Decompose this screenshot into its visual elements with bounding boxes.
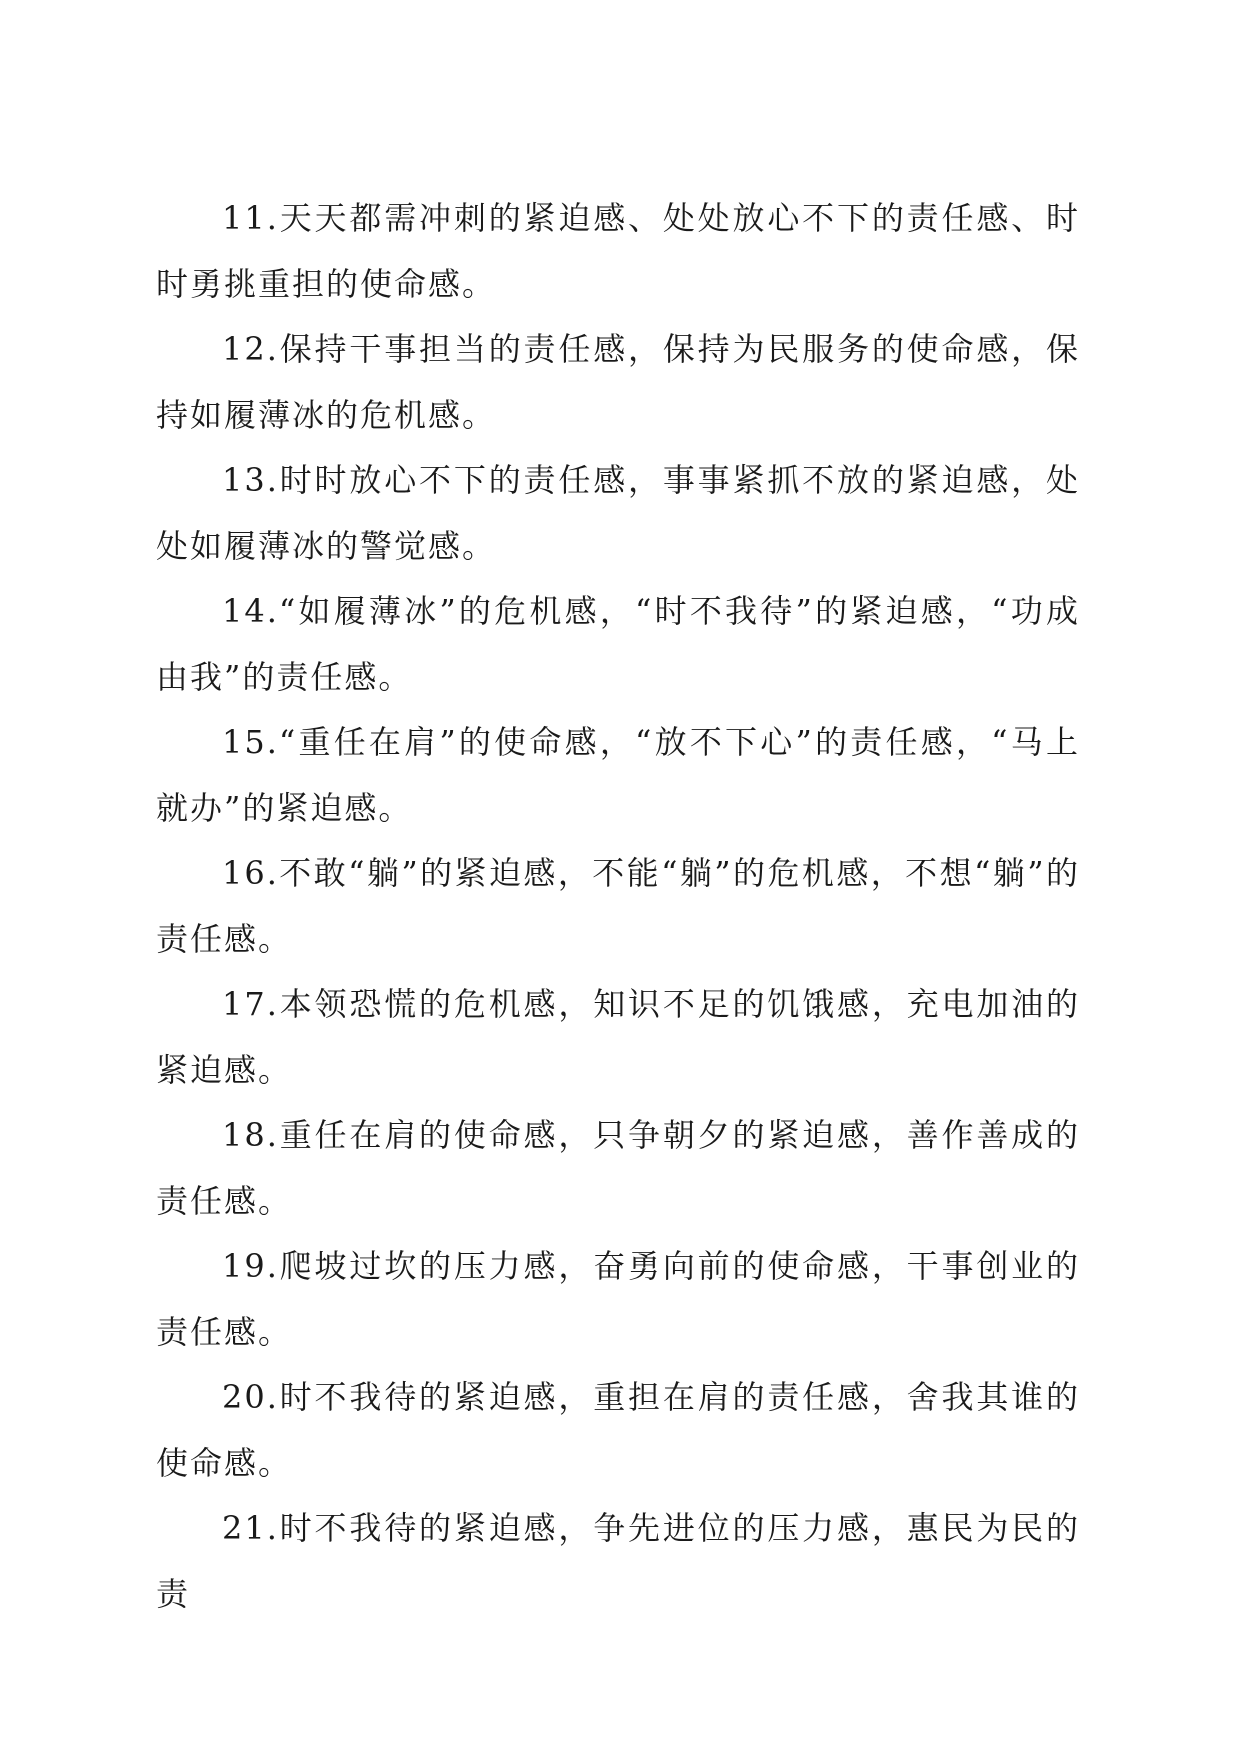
paragraph-item-15: 15.“重任在肩”的使命感，“放不下心”的责任感，“马上就办”的紧迫感。 bbox=[156, 723, 1080, 827]
paragraph-item-17: 17.本领恐慌的危机感，知识不足的饥饿感，充电加油的紧迫感。 bbox=[156, 985, 1080, 1089]
paragraph-item-20: 20.时不我待的紧迫感，重担在肩的责任感，舍我其谁的使命感。 bbox=[156, 1378, 1080, 1482]
paragraph-item-21: 21.时不我待的紧迫感，争先进位的压力感，惠民为民的责 bbox=[156, 1509, 1080, 1613]
document-body bbox=[156, 186, 1080, 1627]
paragraph-item-12: 12.保持干事担当的责任感，保持为民服务的使命感，保持如履薄冰的危机感。 bbox=[156, 330, 1080, 434]
paragraph-item-11: 11.天天都需冲刺的紧迫感、处处放心不下的责任感、时时勇挑重担的使命感。 bbox=[156, 199, 1080, 303]
paragraph-item-14: 14.“如履薄冰”的危机感，“时不我待”的紧迫感，“功成由我”的责任感。 bbox=[156, 592, 1080, 696]
paragraph-item-19: 19.爬坡过坎的压力感，奋勇向前的使命感，干事创业的责任感。 bbox=[156, 1247, 1080, 1351]
paragraph-item-18: 18.重任在肩的使命感，只争朝夕的紧迫感，善作善成的责任感。 bbox=[156, 1116, 1080, 1220]
paragraph-item-16: 16.不敢“躺”的紧迫感，不能“躺”的危机感，不想“躺”的责任感。 bbox=[156, 854, 1080, 958]
paragraph-item-13: 13.时时放心不下的责任感，事事紧抓不放的紧迫感，处处如履薄冰的警觉感。 bbox=[156, 461, 1080, 565]
